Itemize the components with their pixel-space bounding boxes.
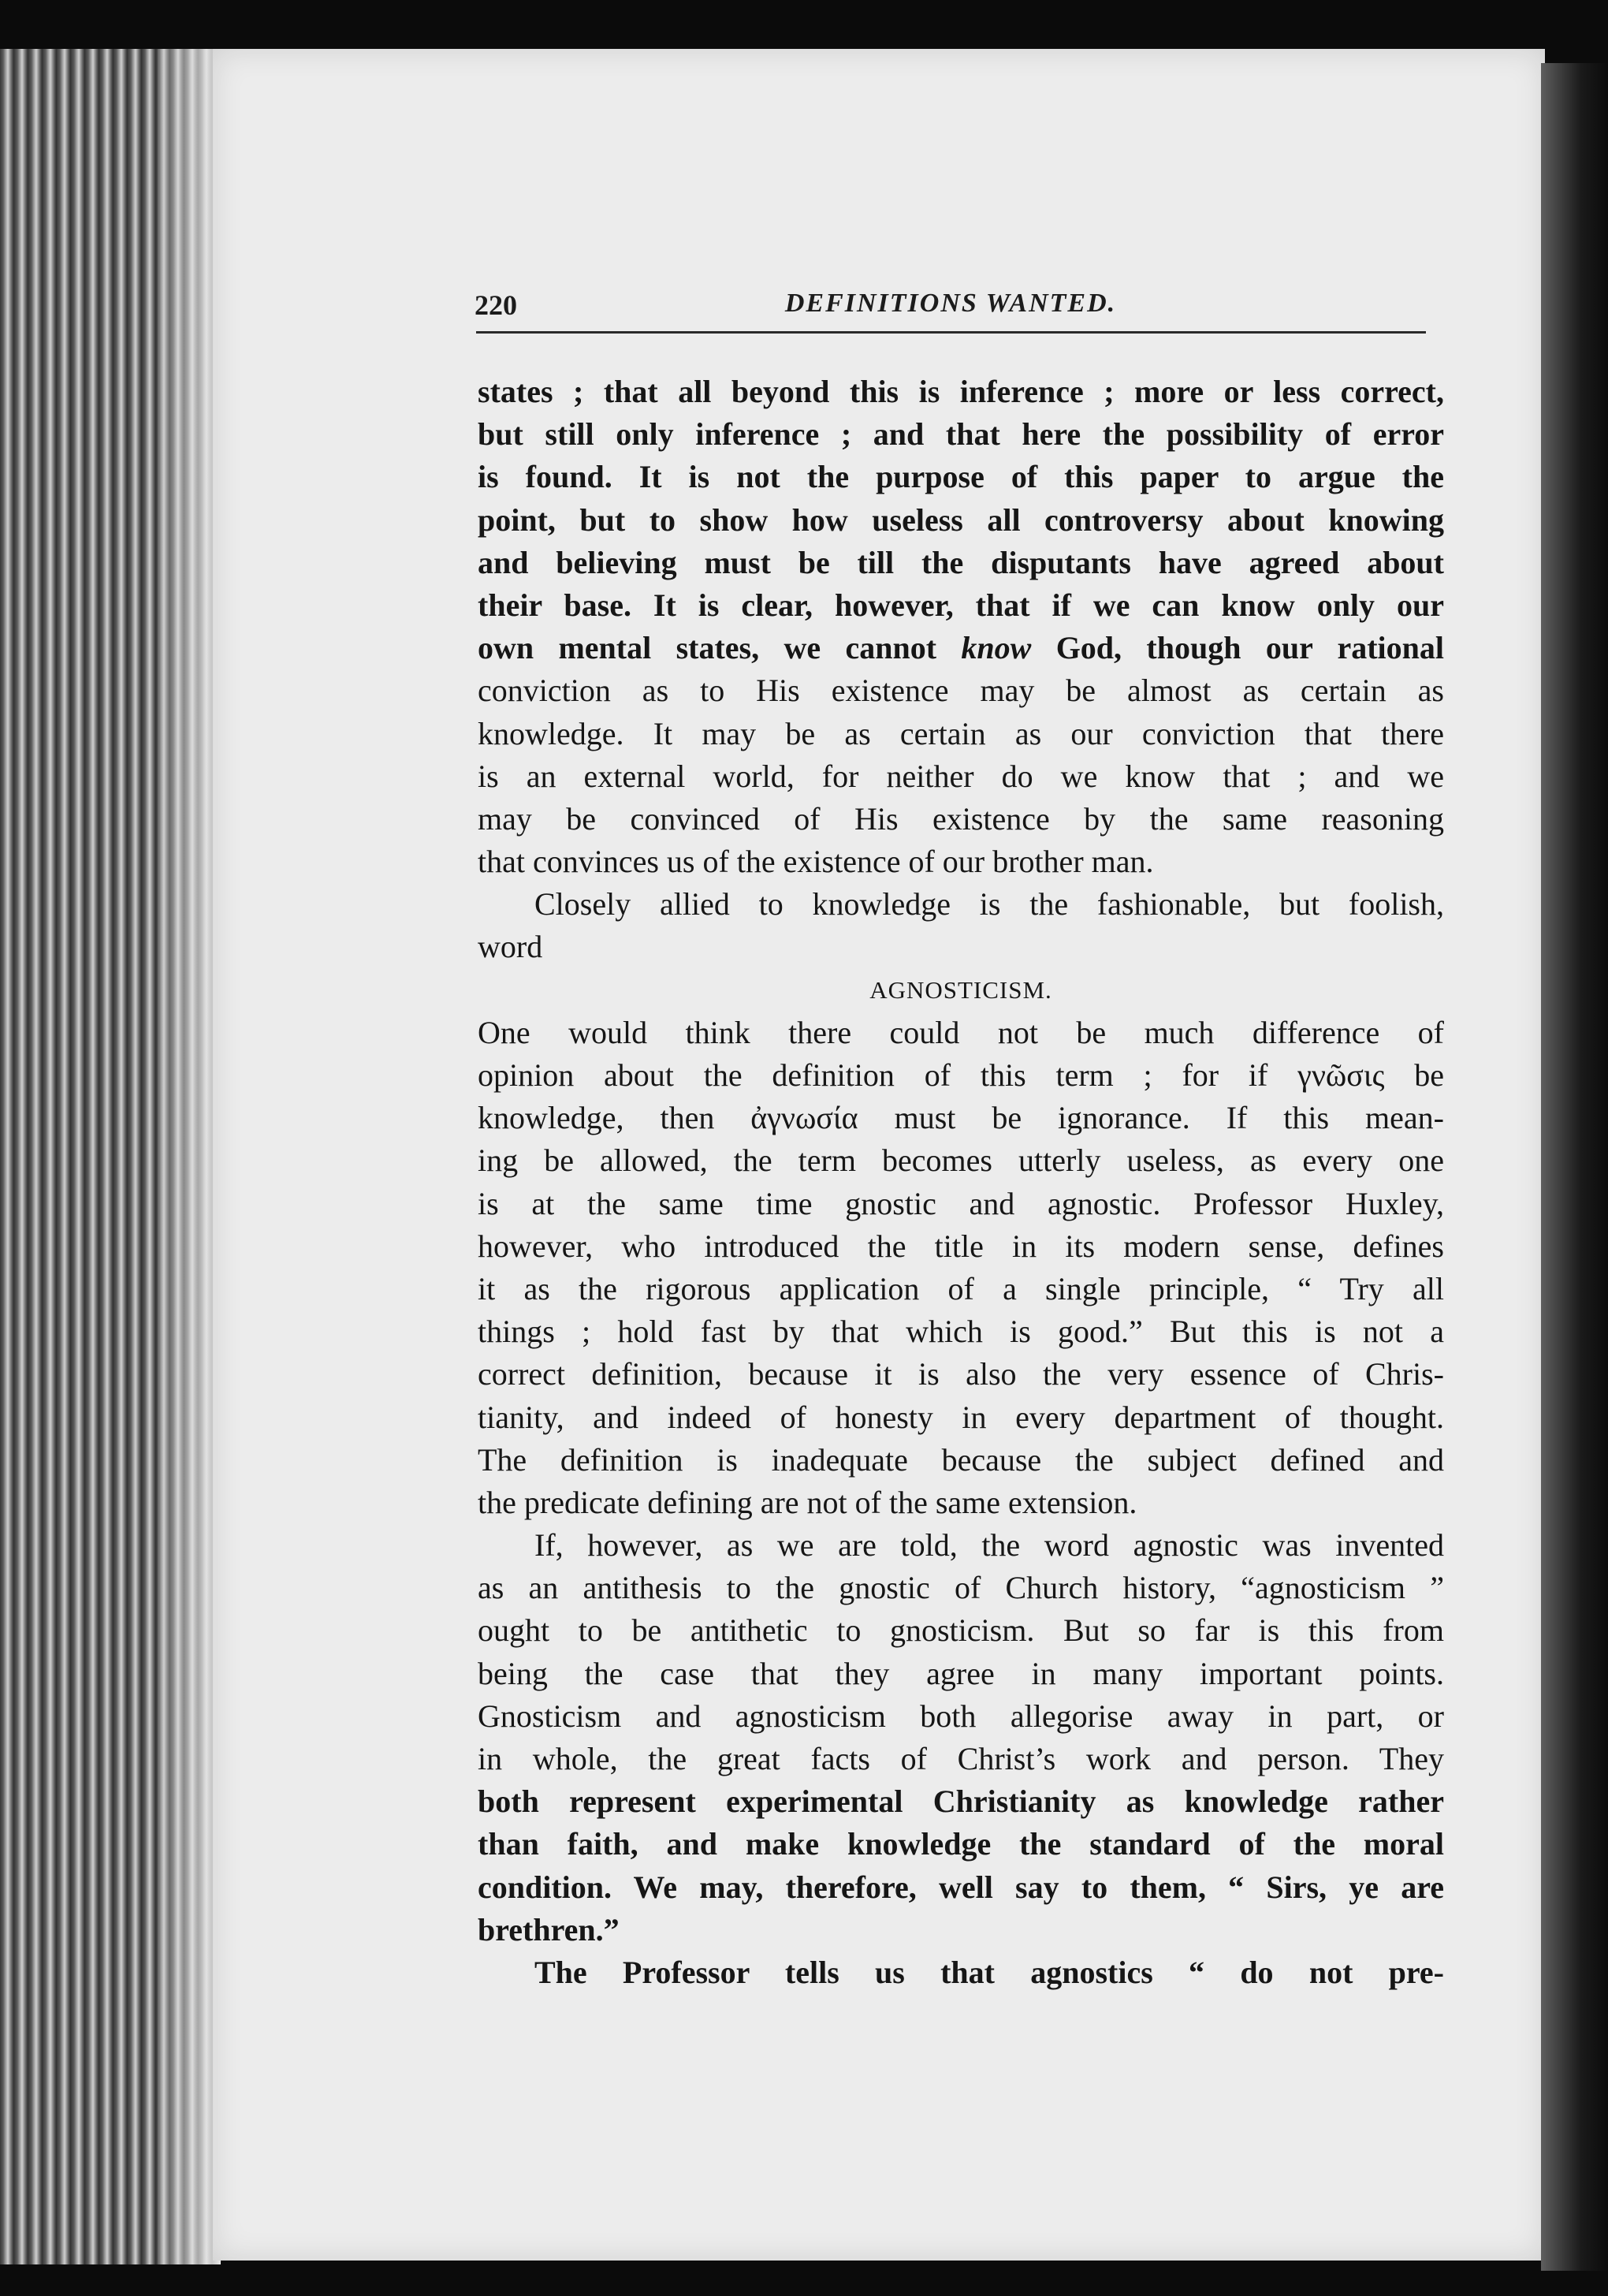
text-line: it as the rigorous application of a single principle, “ Try all xyxy=(478,1270,1444,1306)
text-line: Closely allied to knowledge is the fashionable, but foolish, xyxy=(534,886,1444,922)
text-line: is an external world, for neither do we know that ; and we xyxy=(478,758,1444,794)
text-line: is found. It is not the purpose of this paper to argue the xyxy=(478,459,1444,495)
text-line: ought to be antithetic to gnosticism. But so far is this from xyxy=(478,1612,1444,1649)
page-number: 220 xyxy=(475,289,517,321)
header-rule xyxy=(476,331,1426,334)
text-line: but still only inference ; and that here the possibility of error xyxy=(478,416,1444,453)
text-line: condition. We may, therefore, well say to them, “ Sirs, ye are xyxy=(478,1869,1444,1905)
text-line: their base. It is clear, however, that if we can know only our xyxy=(478,587,1444,623)
running-head xyxy=(475,282,1427,330)
emphasis: know xyxy=(961,630,1032,666)
text-line: however, who introduced the title in its modern sense, defines xyxy=(478,1228,1444,1264)
page-text xyxy=(478,371,1444,1994)
text-line: as an antithesis to the gnostic of Church history, “agnosticism ” xyxy=(478,1570,1444,1606)
text-line: things ; hold fast by that which is good.” But this is not a xyxy=(478,1314,1444,1350)
text-line: One would think there could not be much difference of xyxy=(478,1014,1444,1050)
section-heading: AGNOSTICISM. xyxy=(869,975,1052,1004)
text-line: ing be allowed, the term becomes utterly useless, as every one xyxy=(478,1142,1444,1179)
text-line: that convinces us of the existence of our brother man. xyxy=(478,844,1154,880)
text-line: is at the same time gnostic and agnostic. Professor Huxley, xyxy=(478,1185,1444,1221)
text-line: states ; that all beyond this is inference ; more or less correct, xyxy=(478,374,1444,409)
text-line: The Professor tells us that agnostics “ do not pre- xyxy=(534,1954,1444,1990)
text-line: opinion about the definition of this term ; for if γνῶσις be xyxy=(478,1057,1444,1093)
text-line: The definition is inadequate because the subject defined and xyxy=(478,1441,1444,1478)
text-line: may be convinced of His existence by the same reasoning xyxy=(478,800,1444,837)
text-line: tianity, and indeed of honesty in every department of thought. xyxy=(478,1399,1444,1435)
text-line: brethren.” xyxy=(478,1911,620,1948)
text-line: the predicate defining are not of the same extension. xyxy=(478,1484,1137,1520)
text-line: Gnosticism and agnosticism both allegorise away in part, or xyxy=(478,1698,1444,1734)
text-line: knowledge. It may be as certain as our conviction that there xyxy=(478,715,1444,751)
text-line: in whole, the great facts of Christ’s work and person. They xyxy=(478,1741,1444,1776)
text-line: correct definition, because it is also the very essence of Chris- xyxy=(478,1356,1444,1392)
running-title: DEFINITIONS WANTED. xyxy=(784,289,1117,318)
right-gutter xyxy=(1541,63,1608,2271)
text-line: than faith, and make knowledge the standard of the moral xyxy=(478,1826,1444,1862)
text-line: knowledge, then ἀγνωσία must be ignorance. If this mean- xyxy=(478,1100,1444,1136)
text-line: and believing must be till the disputants have agreed about xyxy=(478,544,1444,580)
text-line: point, but to show how useless all controversy about knowing xyxy=(478,501,1444,538)
text-line: If, however, as we are told, the word agnostic was invented xyxy=(534,1527,1444,1564)
page-edges-shadow xyxy=(158,49,221,2264)
text-line: own mental states, we cannot know God, though our rational xyxy=(478,630,1445,666)
text-line: word xyxy=(478,929,543,965)
text-line: being the case that they agree in many important points. xyxy=(478,1655,1444,1691)
text-line: both represent experimental Christianity as knowledge rather xyxy=(478,1784,1444,1820)
text-line: conviction as to His existence may be almost as certain as xyxy=(478,673,1444,709)
